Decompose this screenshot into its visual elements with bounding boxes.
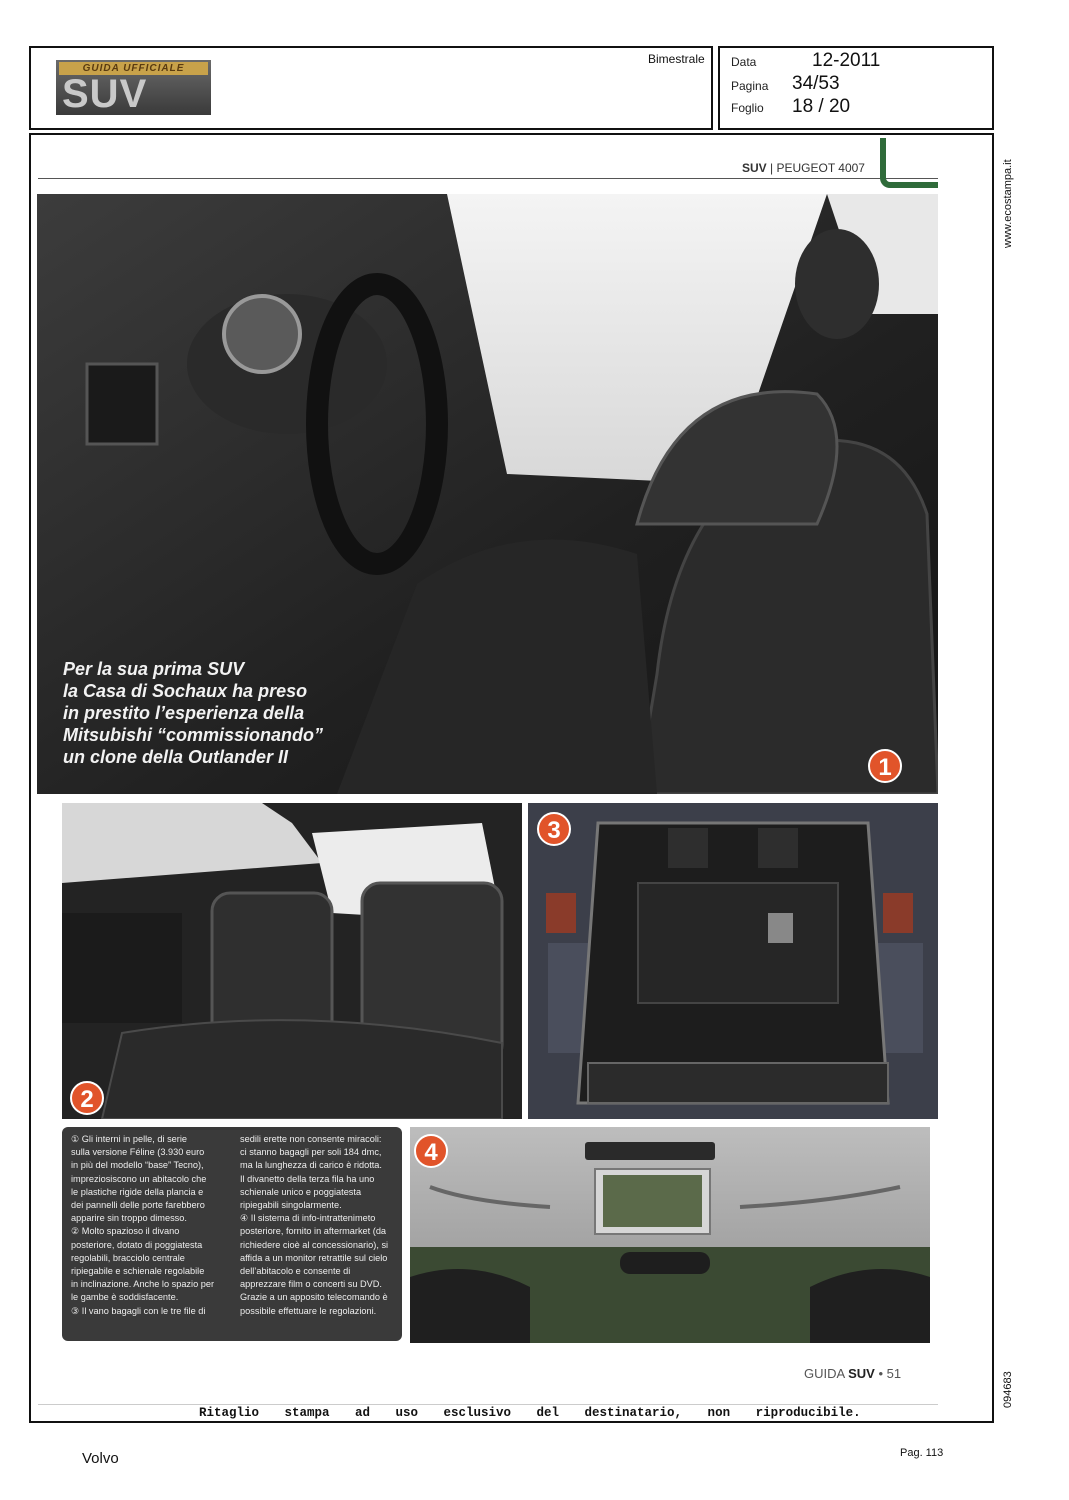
text-line: dell’abitacolo e consente di: [240, 1266, 351, 1277]
captions-panel: [62, 1127, 402, 1341]
footer-page-num: • 51: [878, 1366, 902, 1381]
publication-logo: [56, 60, 211, 115]
badge-2: 2: [70, 1081, 104, 1115]
footer-rule: [38, 1404, 938, 1405]
footer-guida: GUIDA: [804, 1366, 849, 1381]
article-page-footer: [804, 1366, 901, 1381]
text-line: ma la lunghezza di carico è ridotta.: [240, 1160, 382, 1171]
text-line: regolabili, bracciolo centrale: [71, 1252, 185, 1263]
text-line: le plastiche rigide della plancia e: [71, 1186, 204, 1197]
website-text: www.ecostampa.it: [1002, 159, 1014, 248]
caption-column-1: [71, 1133, 231, 1318]
text-line: apparire sin troppo dimesso.: [71, 1213, 187, 1224]
text-line: ② Molto spazioso il divano: [71, 1226, 180, 1237]
text-line: le gambe è soddisfacente.: [71, 1292, 179, 1303]
photo-caption: [63, 658, 323, 768]
disclaimer: Ritaglio stampa ad uso esclusivo del destinatario, non riproducibile.: [199, 1406, 861, 1420]
text-line: ci stanno bagagli per soli 184 dmc,: [240, 1147, 382, 1158]
section-rule: [38, 178, 938, 179]
rear-seats-image: [62, 803, 522, 1119]
text-line: ripiegabili singolarmente.: [240, 1200, 342, 1211]
text-line: posteriore, dotato di poggiatesta: [71, 1239, 203, 1250]
badge-4: 4: [414, 1134, 448, 1168]
text-line: apprezzare film o concerti su DVD.: [240, 1279, 382, 1290]
photo-front-interior: [37, 194, 938, 794]
entertainment-image: [410, 1127, 930, 1343]
caption-line: Mitsubishi “commissionando”: [63, 725, 324, 745]
caption-line: un clone della Outlander II: [63, 747, 289, 767]
section-rest: | PEUGEOT 4007: [766, 161, 865, 175]
periodicity: Bimestrale: [648, 52, 705, 66]
caption-column-2: [240, 1133, 400, 1318]
text-line: ① Gli interni in pelle, di serie: [71, 1134, 187, 1144]
logo-main-text: SUV: [62, 72, 148, 116]
client-name: Volvo: [82, 1450, 119, 1467]
text-line: posteriore, fornito in aftermarket (da: [240, 1226, 387, 1237]
caption-line: Per la sua prima SUV: [63, 659, 245, 679]
text-line: schienale unico e poggiatesta: [240, 1186, 362, 1197]
text-line: dei pannelli delle porte farebbero: [71, 1200, 205, 1211]
caption-line: in prestito l’esperienza della: [63, 703, 305, 723]
section-tab-accent: [880, 138, 938, 188]
section-heading: [742, 161, 865, 175]
text-line: in inclinazione. Anche lo spazio per: [71, 1279, 215, 1290]
text-line: sulla versione Féline (3.930 euro: [71, 1147, 205, 1158]
photo-luggage: [528, 803, 938, 1119]
text-line: impreziosiscono un abitacolo che: [71, 1173, 207, 1184]
text-line: richiedere cioè al concessionario), si: [240, 1239, 389, 1250]
foglio-label: Foglio: [731, 101, 764, 115]
text-line: sedili erette non consente miracoli:: [240, 1134, 382, 1144]
data-value: 12-2011: [812, 50, 881, 71]
caption-line: la Casa di Sochaux ha preso: [63, 681, 308, 701]
section-bold: SUV: [742, 161, 767, 175]
website-vertical: [1002, 159, 1014, 248]
text-line: affida a un monitor retrattile sul cielo: [240, 1252, 388, 1263]
pagina-value: 34/53: [792, 73, 840, 94]
photo-rear-seats: [62, 803, 522, 1119]
code-text: 094683: [1002, 1371, 1014, 1408]
text-line: ④ Il sistema di info-intrattenimeto: [240, 1213, 376, 1224]
photo-entertainment: [410, 1127, 930, 1343]
code-vertical: [1002, 1371, 1014, 1408]
text-line: ③ Il vano bagagli con le tre file di: [71, 1305, 206, 1316]
footer-suv: SUV: [848, 1366, 875, 1381]
foglio-value: 18 / 20: [792, 96, 851, 117]
pagina-label: Pagina: [731, 79, 769, 93]
data-label: Data: [731, 55, 757, 69]
badge-1: 1: [868, 749, 902, 783]
text-line: in più del modello “base” Tecno),: [71, 1160, 204, 1171]
logo-top-text: GUIDA UFFICIALE: [59, 62, 208, 75]
badge-3: 3: [537, 812, 571, 846]
text-line: possibile effettuare le regolazioni.: [240, 1305, 377, 1316]
text-line: ripiegabile e schienale regolabile: [71, 1266, 205, 1277]
text-line: Grazie a un apposito telecomando è: [240, 1292, 388, 1303]
page-number: Pag. 113: [900, 1447, 944, 1459]
text-line: Il divanetto della terza fila ha uno: [240, 1173, 375, 1184]
luggage-image: [528, 803, 938, 1119]
